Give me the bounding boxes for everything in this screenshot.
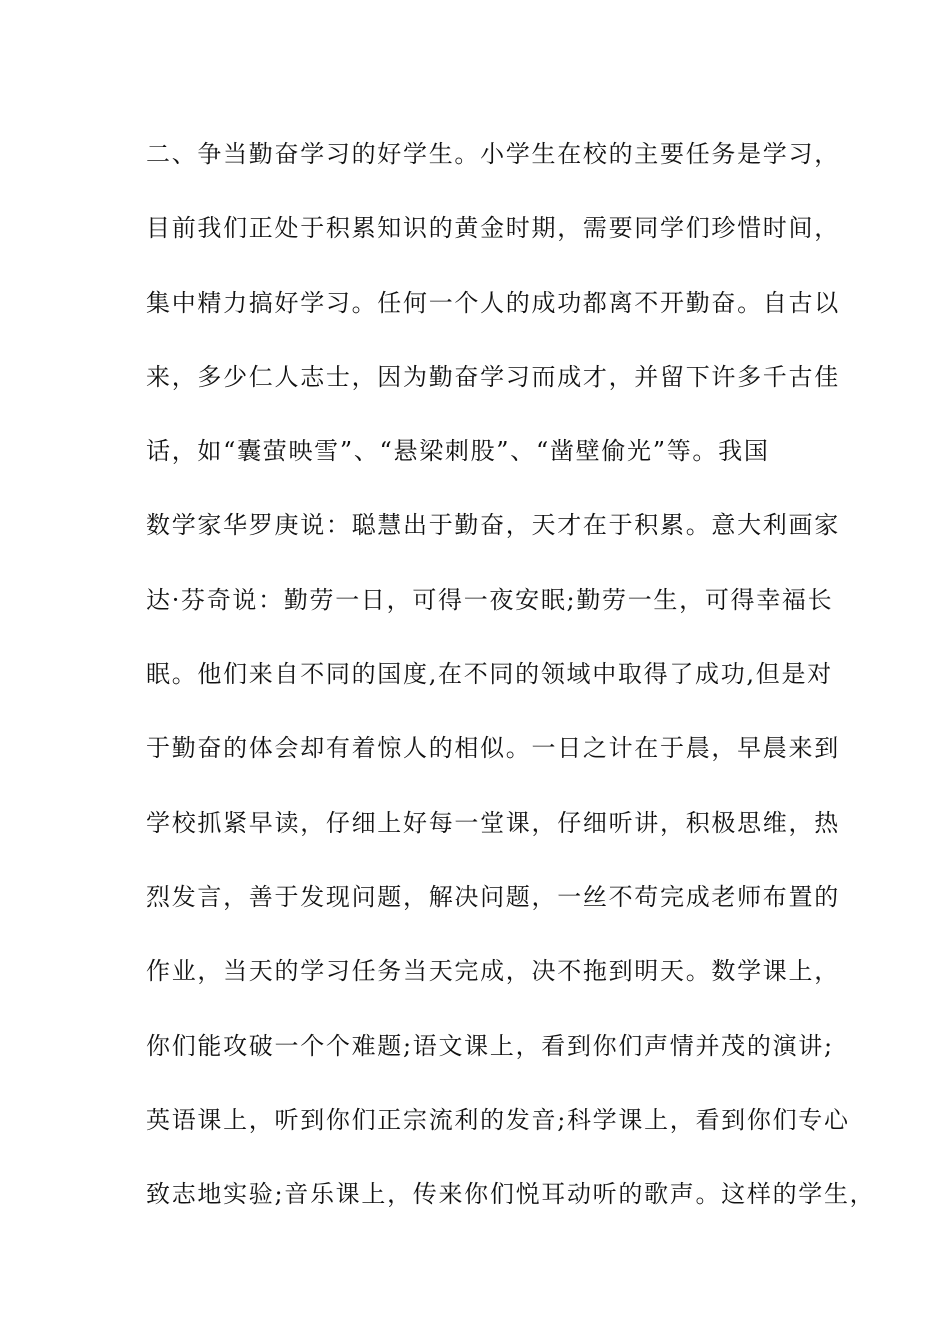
text-line: 作业，当天的学习任务当天完成，决不拖到明天。数学课上，	[146, 957, 840, 986]
text-line: 达·芬奇说：勤劳一日，可得一夜安眠;勤劳一生，可得幸福长	[146, 585, 834, 614]
text-line: 你们能攻破一个个难题;语文课上，看到你们声情并茂的演讲;	[146, 1031, 834, 1060]
text-line: 致志地实验;音乐课上，传来你们悦耳动听的歌声。这样的学生，	[146, 1180, 876, 1209]
body-paragraph	[146, 132, 876, 1246]
text-line: 学校抓紧早读，仔细上好每一堂课，仔细听讲，积极思维，热	[146, 808, 840, 837]
text-line: 目前我们正处于积累知识的黄金时期，需要同学们珍惜时间，	[146, 214, 840, 243]
text-line: 英语课上，听到你们正宗流利的发音;科学课上，看到你们专心	[146, 1105, 850, 1134]
text-line: 眠。他们来自不同的国度,在不同的领域中取得了成功,但是对	[146, 660, 833, 689]
text-line: 话，如“囊萤映雪”、“悬梁刺股”、“凿壁偷光”等。我国	[146, 437, 770, 466]
text-line: 集中精力搞好学习。任何一个人的成功都离不开勤奋。自古以	[146, 288, 840, 317]
text-line: 二、争当勤奋学习的好学生。小学生在校的主要任务是学习，	[146, 140, 840, 168]
text-line: 来，多少仁人志士，因为勤奋学习而成才，并留下许多千古佳	[146, 362, 840, 391]
text-line: 烈发言，善于发现问题，解决问题，一丝不苟完成老师布置的	[146, 882, 840, 911]
text-line: 于勤奋的体会却有着惊人的相似。一日之计在于晨，早晨来到	[146, 734, 840, 763]
text-line: 数学家华罗庚说：聪慧出于勤奋，天才在于积累。意大利画家	[146, 511, 840, 540]
